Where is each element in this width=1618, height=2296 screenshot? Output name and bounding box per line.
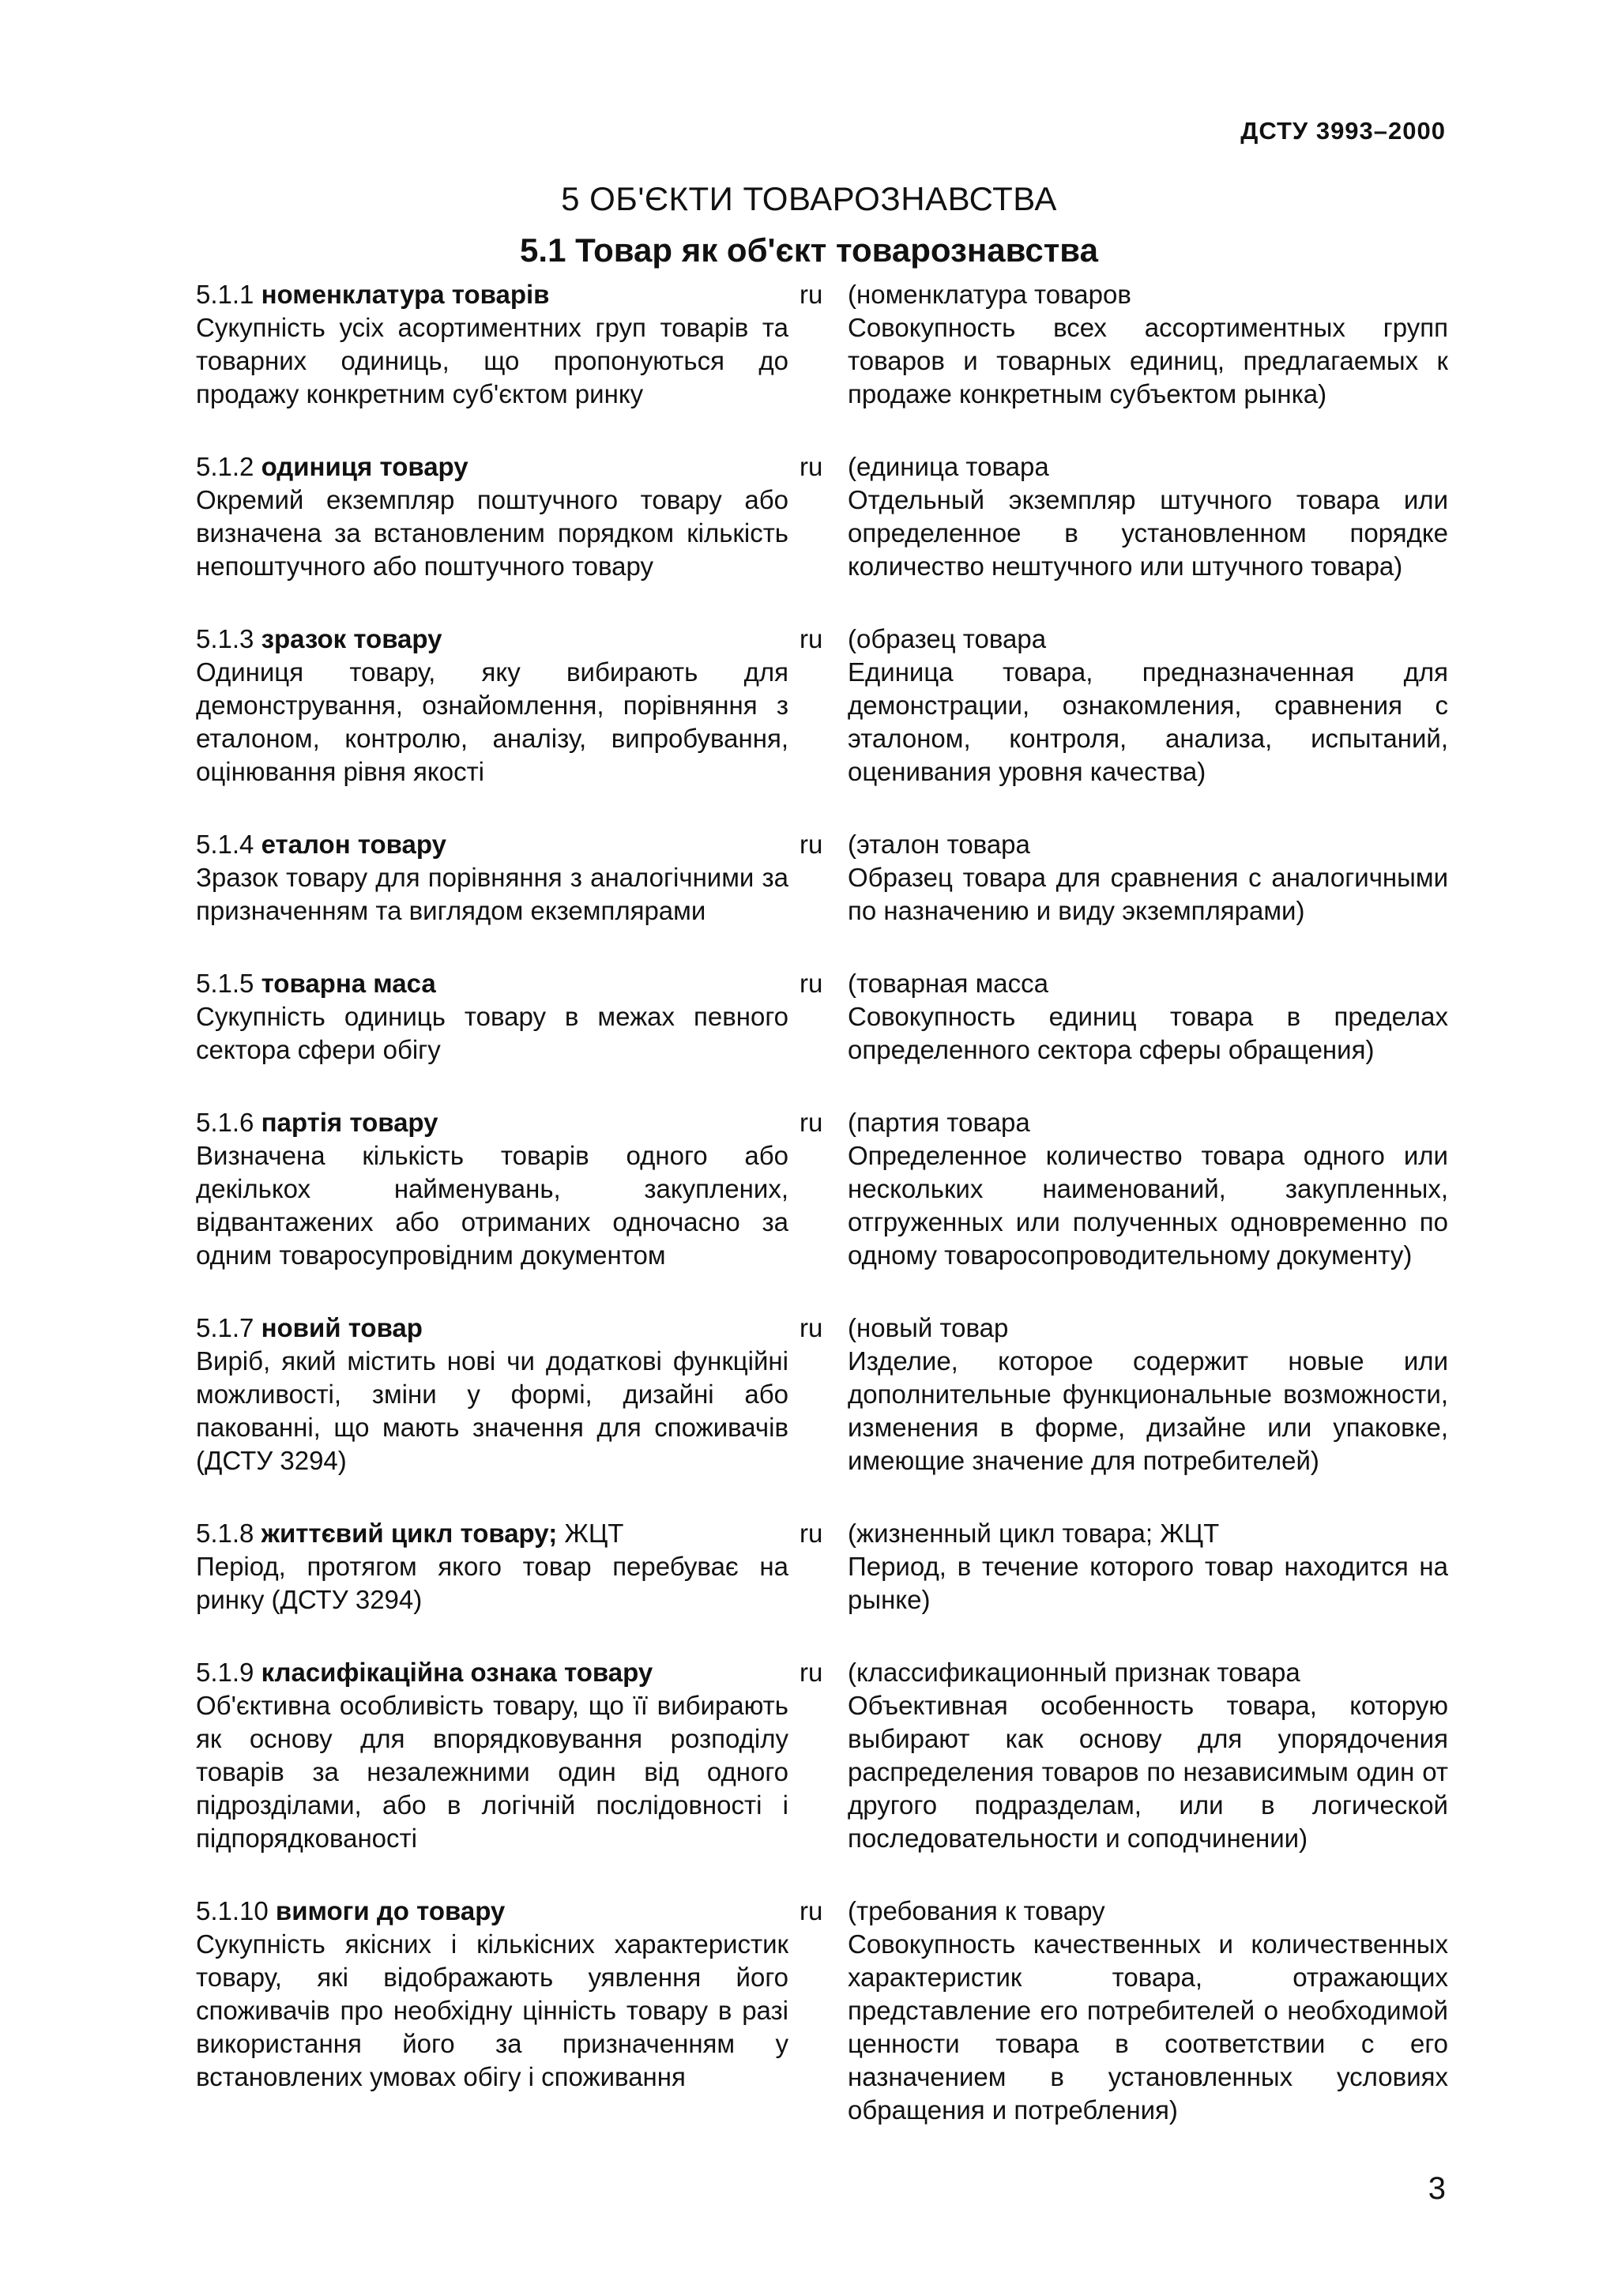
uk-definition: Одиниця товару, яку вибирають для демонстрування, ознайомлення, порівняння з еталоном, контролю, аналізу, випробування, оцінювання рівня якості xyxy=(196,657,788,786)
uk-column xyxy=(196,828,788,928)
uk-term: класифікаційна ознака товару xyxy=(261,1658,653,1687)
language-code: ru xyxy=(800,1519,823,1548)
uk-definition: Зразок товару для порівняння з аналогічними за призначенням та виглядом екземплярами xyxy=(196,863,788,925)
uk-term-head xyxy=(196,278,788,311)
uk-column xyxy=(196,1895,788,2127)
ru-definition: Объективная особенность товара, которую выбирают как основу для упорядочения распределения товаров по независимым один от другого подразделам, или в логической последовательности и соподчинении) xyxy=(848,1691,1448,1853)
uk-column xyxy=(196,450,788,583)
term-number: 5.1.5 xyxy=(196,969,254,998)
ru-term-head: (номенклатура товаров xyxy=(848,280,1131,309)
ru-term-head: (единица товара xyxy=(848,452,1049,481)
uk-definition: Сукупність якісних і кількісних характеристик товару, які відображають уявлення його споживачів про необхідну цінність товару в разі використання його за призначенням у встановлених умовах обігу і споживання xyxy=(196,1929,788,2091)
term-entry xyxy=(196,1106,1448,1272)
uk-column xyxy=(196,1517,788,1617)
term-number: 5.1.1 xyxy=(196,280,254,309)
uk-definition: Сукупність усіх асортиментних груп товарів та товарних одиниць, що пропонуються до продажу конкретним суб'єктом ринку xyxy=(196,313,788,408)
uk-term-head xyxy=(196,828,788,861)
ru-definition: Определенное количество товара одного или нескольких наименований, закупленных, отгруженных или полученных одновременно по одному товаросопроводительному документу) xyxy=(848,1141,1448,1270)
language-code: ru xyxy=(800,1896,823,1925)
term-number: 5.1.8 xyxy=(196,1519,254,1548)
uk-term-head xyxy=(196,967,788,1000)
ru-term-head: (эталон товара xyxy=(848,830,1030,859)
term-number: 5.1.9 xyxy=(196,1658,254,1687)
uk-term-head xyxy=(196,1312,788,1345)
ru-column xyxy=(848,1106,1448,1272)
uk-definition: Сукупність одиниць товару в межах певного сектора сфери обігу xyxy=(196,1002,788,1064)
language-code: ru xyxy=(800,624,823,653)
uk-term: життєвий цикл товару; xyxy=(261,1519,558,1548)
language-code: ru xyxy=(800,1108,823,1137)
uk-column xyxy=(196,967,788,1067)
ru-term-head: (жизненный цикл товара; ЖЦТ xyxy=(848,1519,1220,1548)
language-code: ru xyxy=(800,1313,823,1342)
ru-definition: Совокупность качественных и количественных характеристик товара, отражающих представление его потребителей о необходимой ценности товара в соответствии с его назначением в установленных условиях обращения и потребления) xyxy=(848,1929,1448,2125)
ru-term-head: (товарная масса xyxy=(848,969,1048,998)
uk-term: партія товару xyxy=(261,1108,438,1137)
page-number: 3 xyxy=(1428,2171,1446,2206)
language-code: ru xyxy=(800,1658,823,1687)
ru-definition: Период, в течение которого товар находится на рынке) xyxy=(848,1552,1448,1614)
ru-column xyxy=(848,1656,1448,1855)
ru-column xyxy=(848,967,1448,1067)
uk-term-head xyxy=(196,1656,788,1689)
term-number: 5.1.10 xyxy=(196,1896,269,1925)
uk-term: еталон товару xyxy=(261,830,446,859)
ru-definition: Изделие, которое содержит новые или дополнительные функциональные возможности, изменения в форме, дизайне или упаковке, имеющие значение для потребителей) xyxy=(848,1346,1448,1475)
uk-definition: Об'єктивна особливість товару, що її вибирають як основу для впорядковування розподілу товарів за незалежними один від одного підрозділами, або в логічній послідовності і підпорядкованості xyxy=(196,1691,788,1853)
section-title: 5 ОБ'ЄКТИ ТОВАРОЗНАВСТВА xyxy=(561,180,1057,217)
ru-definition: Единица товара, предназначенная для демонстрации, ознакомления, сравнения с эталоном, контроля, анализа, испытаний, оценивания уровня качества) xyxy=(848,657,1448,786)
term-number: 5.1.4 xyxy=(196,830,254,859)
ru-definition: Образец товара для сравнения с аналогичными по назначению и виду экземплярами) xyxy=(848,863,1448,925)
uk-term: новий товар xyxy=(261,1313,423,1342)
language-code: ru xyxy=(800,969,823,998)
uk-term-abbreviation: ЖЦТ xyxy=(564,1519,624,1548)
uk-term-head xyxy=(196,1895,788,1928)
ru-column xyxy=(848,1895,1448,2127)
term-entry xyxy=(196,1895,1448,2127)
ru-column xyxy=(848,278,1448,411)
ru-definition: Совокупность единиц товара в пределах определенного сектора сферы обращения) xyxy=(848,1002,1448,1064)
term-number: 5.1.2 xyxy=(196,452,254,481)
ru-column xyxy=(848,1517,1448,1617)
term-entry xyxy=(196,967,1448,1067)
uk-term: товарна маса xyxy=(261,969,436,998)
uk-column xyxy=(196,623,788,789)
uk-term: одиниця товару xyxy=(261,452,468,481)
uk-column xyxy=(196,1656,788,1855)
uk-definition: Виріб, який містить нові чи додаткові функційні можливості, зміни у формі, дизайні або пакованні, що мають значення для споживачів (ДСТУ 3294) xyxy=(196,1346,788,1475)
ru-term-head: (классификационный признак товара xyxy=(848,1658,1300,1687)
ru-term-head: (образец товара xyxy=(848,624,1047,653)
ru-term-head: (новый товар xyxy=(848,1313,1009,1342)
term-entry xyxy=(196,450,1448,583)
ru-term-head: (требования к товару xyxy=(848,1896,1105,1925)
ru-column xyxy=(848,450,1448,583)
term-entry xyxy=(196,1517,1448,1617)
language-code: ru xyxy=(800,830,823,859)
term-number: 5.1.7 xyxy=(196,1313,254,1342)
uk-definition: Визначена кількість товарів одного або декількох найменувань, закуплених, відвантажених або отриманих одночасно за одним товаросупровідним документом xyxy=(196,1141,788,1270)
term-entry xyxy=(196,623,1448,789)
uk-term: вимоги до товару xyxy=(275,1896,506,1925)
uk-term-head xyxy=(196,1517,788,1550)
term-number: 5.1.6 xyxy=(196,1108,254,1137)
uk-term-head xyxy=(196,450,788,484)
term-entry xyxy=(196,1312,1448,1477)
uk-definition: Період, протягом якого товар перебуває на ринку (ДСТУ 3294) xyxy=(196,1552,788,1614)
ru-definition: Совокупность всех ассортиментных групп товаров и товарных единиц, предлагаемых к продаже конкретным субъектом рынка) xyxy=(848,313,1448,408)
uk-column xyxy=(196,278,788,411)
language-code: ru xyxy=(800,280,823,309)
term-entry xyxy=(196,1656,1448,1855)
term-entry xyxy=(196,828,1448,928)
uk-column xyxy=(196,1106,788,1272)
term-number: 5.1.3 xyxy=(196,624,254,653)
ru-term-head: (партия товара xyxy=(848,1108,1030,1137)
ru-column xyxy=(848,623,1448,789)
ru-column xyxy=(848,1312,1448,1477)
uk-term-head xyxy=(196,623,788,656)
uk-term-head xyxy=(196,1106,788,1139)
ru-definition: Отдельный экземпляр штучного товара или определенное в установленном порядке количество нештучного или штучного товара) xyxy=(848,485,1448,581)
term-entry xyxy=(196,278,1448,411)
uk-definition: Окремий екземпляр поштучного товару або визначена за встановленим порядком кількість непоштучного або поштучного товару xyxy=(196,485,788,581)
uk-term: номенклатура товарів xyxy=(261,280,550,309)
ru-column xyxy=(848,828,1448,928)
subsection-title: 5.1 Товар як об'єкт товарознавства xyxy=(520,231,1098,269)
language-code: ru xyxy=(800,452,823,481)
term-entries xyxy=(196,278,1448,2166)
uk-column xyxy=(196,1312,788,1477)
uk-term: зразок товару xyxy=(261,624,442,653)
standard-code: ДСТУ 3993–2000 xyxy=(1240,117,1446,145)
